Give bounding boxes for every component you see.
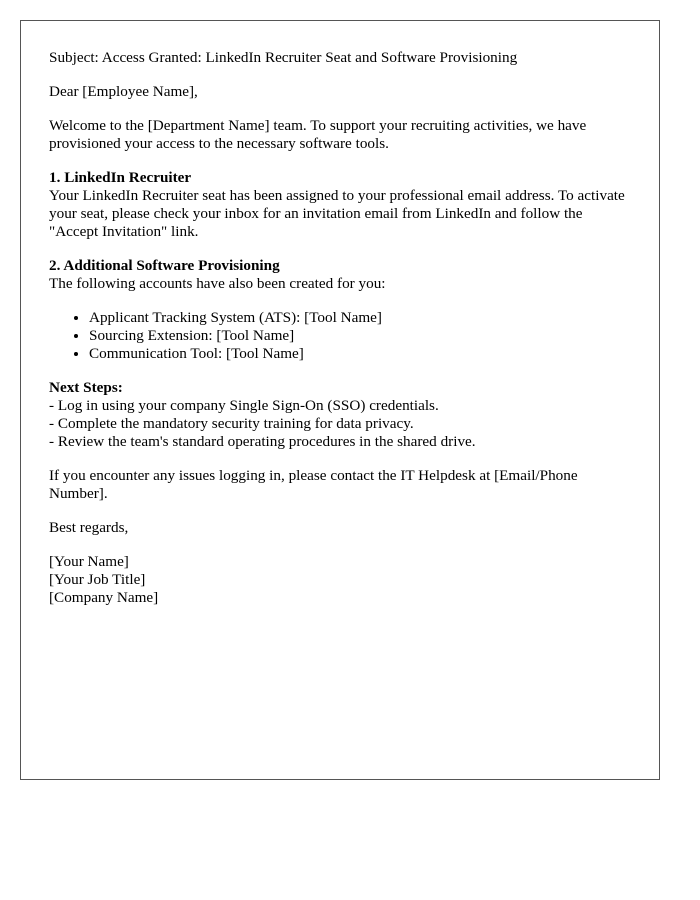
list-item: • Communication Tool: [Tool Name] — [89, 345, 631, 363]
list-item: • Sourcing Extension: [Tool Name] — [89, 327, 631, 345]
tool-list — [49, 309, 631, 363]
signature-title: [Your Job Title] — [49, 571, 146, 588]
section-linkedin-recruiter-heading: 1. LinkedIn Recruiter — [49, 169, 192, 186]
email-intro: Welcome to the [Department Name] team. To support your recruiting activities, we have provisioned your access to the necessary software tools. — [49, 117, 587, 152]
signature-name: [Your Name] — [49, 553, 129, 570]
section-software-provisioning-heading: 2. Additional Software Provisioning — [49, 257, 280, 274]
email-subject: Subject: Access Granted: LinkedIn Recruiter Seat and Software Provisioning — [49, 49, 518, 66]
next-step-item: - Log in using your company Single Sign-On (SSO) credentials. — [49, 397, 439, 414]
next-step-item: - Review the team's standard operating procedures in the shared drive. — [49, 433, 476, 450]
next-steps-heading: Next Steps: — [49, 379, 123, 396]
section-linkedin-recruiter-body: Your LinkedIn Recruiter seat has been assigned to your professional email address. To activate your seat, please check your inbox for an invitation email from LinkedIn and follow the "Accept Invitation" link. — [49, 187, 625, 240]
section-software-provisioning-body: The following accounts have also been created for you: — [49, 275, 386, 292]
section-next-steps — [49, 379, 631, 451]
email-signature — [49, 553, 631, 607]
section-linkedin-recruiter — [49, 169, 631, 241]
email-greeting: Dear [Employee Name], — [49, 83, 198, 100]
email-letter — [20, 20, 660, 780]
section-software-provisioning — [49, 257, 631, 363]
signature-company: [Company Name] — [49, 589, 159, 606]
next-step-item: - Complete the mandatory security training for data privacy. — [49, 415, 414, 432]
list-item: • Applicant Tracking System (ATS): [Tool Name] — [89, 309, 631, 327]
email-closing: Best regards, — [49, 519, 129, 536]
email-support: If you encounter any issues logging in, please contact the IT Helpdesk at [Email/Phone Number]. — [49, 467, 578, 502]
